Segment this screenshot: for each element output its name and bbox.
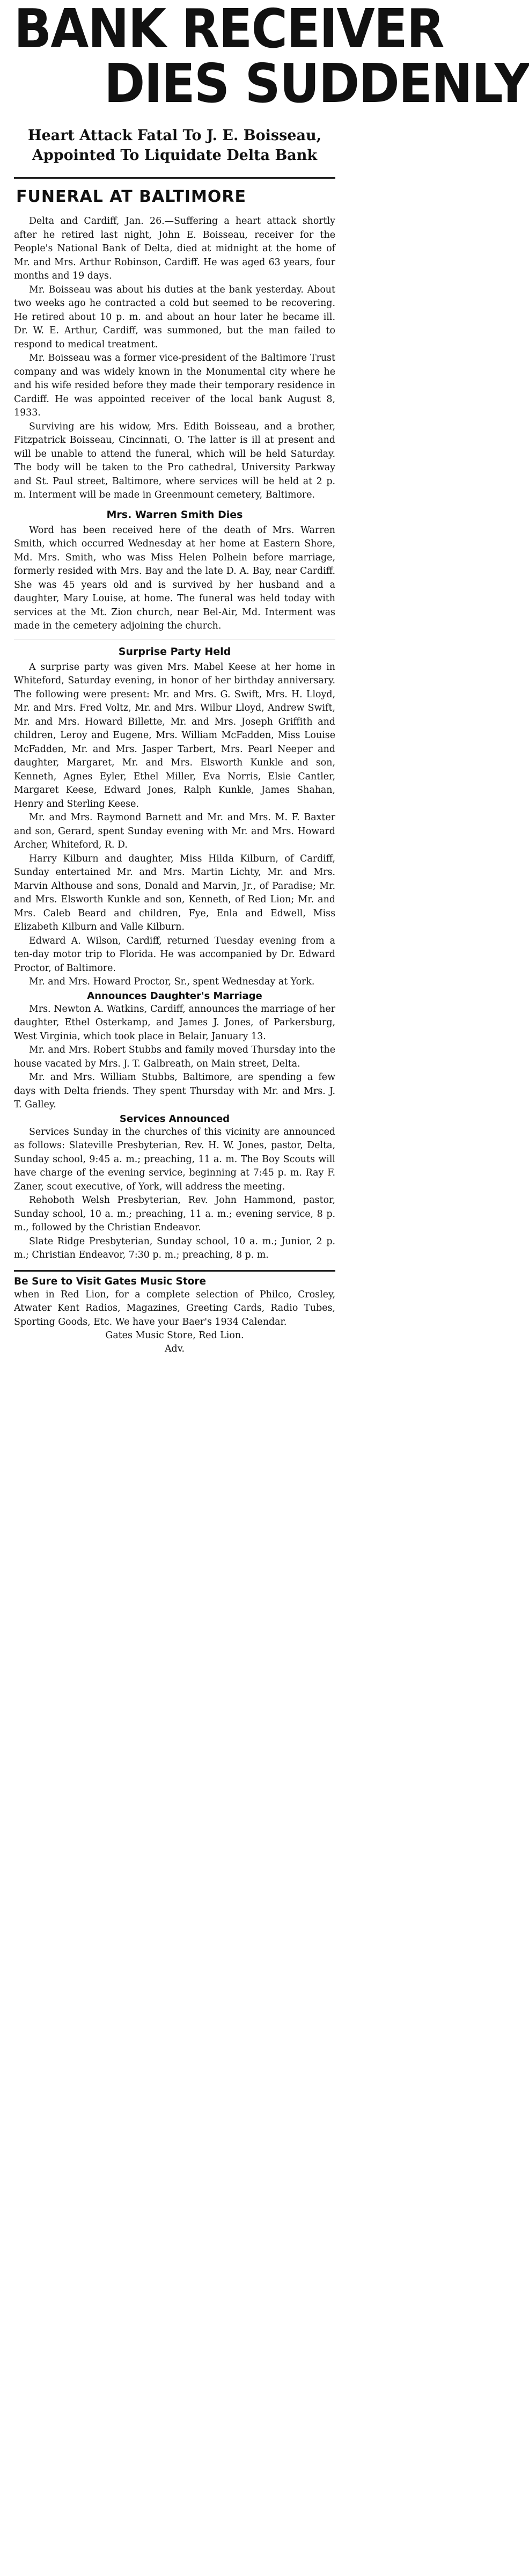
headline-line-1: BANK RECEIVER [14, 0, 444, 60]
main-article-paragraph: Surviving are his widow, Mrs. Edith Boisseau, and a brother, Fitzpatrick Boisseau, Cincinnati, O. The latter is ill at present and will be unable to attend the funeral, which will be held Saturday. The body will be taken to the Pro cathedral, University Parkway and St. Paul street, Baltimore, where services will be held at 2 p. m. Interment will be made in Greenmount cemetery, Baltimore. [14, 421, 335, 500]
services-paragraph: Slate Ridge Presbyterian, Sunday school, 10 a. m.; Junior, 2 p. m.; Christian Endeavor, 7:30 p. m.; preaching, 8 p. m. [14, 1236, 335, 1260]
divider-rule [14, 177, 335, 179]
services-paragraph: Services Sunday in the churches of this vicinity are announced as follows: Slateville Presbyterian, Rev. H. W. Jones, pastor, Delta, Sunday school, 9:45 a. m.; preaching, 11 a. m. The Boy Scouts will have charge of the evening service, beginning at 7:45 p. m. Ray F. Zaner, scout executive, of York, will address the meeting. [14, 1126, 335, 1192]
marriage-paragraph: Mr. and Mrs. Robert Stubbs and family moved Thursday into the house vacated by Mrs. J. T. Galbreath, on Main street, Delta. [14, 1045, 335, 1069]
marriage-title: Announces Daughter's Marriage [87, 990, 262, 1002]
party-title: Surprise Party Held [118, 645, 231, 658]
ad-body: when in Red Lion, for a complete selection of Philco, Crosley, Atwater Kent Radios, Magazines, Greeting Cards, Radio Tubes, Sporting Goods, Etc. We have your Baer's 1934 Calendar. [14, 1289, 335, 1327]
headline-line-2: DIES SUDDENLY [104, 52, 529, 115]
main-article-paragraph: Mr. Boisseau was about his duties at the bank yesterday. About two weeks ago he contracted a cold but seemed to be recovering. He retired about 10 p. m. and about an hour later he became ill. Dr. W. E. Arthur, Cardiff, was summoned, but the man failed to respond to medical treatment. [14, 284, 335, 350]
party-paragraph: Mr. and Mrs. Howard Proctor, Sr., spent Wednesday at York. [29, 976, 315, 987]
main-article-paragraph: Mr. Boisseau was a former vice-president of the Baltimore Trust company and was widely known in the Monumental city where he and his wife resided before they made their temporary residence in Cardiff. He was appointed receiver of the local bank August 8, 1933. [14, 353, 335, 418]
party-paragraph: Mr. and Mrs. Raymond Barnett and Mr. and Mrs. M. F. Baxter and son, Gerard, spent Sunday evening with Mr. and Mrs. Howard Archer, Whiteford, R. D. [14, 812, 335, 850]
obituary-paragraph: Word has been received here of the death of Mrs. Warren Smith, which occurred Wednesday at her home at Eastern Shore, Md. Mrs. Smith, who was Miss Helen Polhein before marriage, formerly resided with Mrs. Bay and the late D. A. Bay, near Cardiff. She was 45 years old and is survived by her husband and a daughter, Mary Louise, at home. The funeral was held today with services at the Mt. Zion church, near Bel-Air, Md. Interment was made in the cemetery adjoining the church. [14, 524, 335, 631]
subhead-funeral: FUNERAL AT BALTIMORE [16, 187, 246, 206]
ad-title: Be Sure to Visit Gates Music Store [14, 1275, 207, 1287]
main-article [14, 215, 335, 502]
gates-music-store-ad [14, 1270, 335, 1356]
party-paragraph: Edward A. Wilson, Cardiff, returned Tuesday evening from a ten-day motor trip to Florida. He was accompanied by Dr. Edward Proctor, of Baltimore. [14, 935, 335, 974]
obituary-smith [14, 524, 335, 633]
party-article [14, 661, 335, 989]
party-paragraph: Harry Kilburn and daughter, Miss Hilda Kilburn, of Cardiff, Sunday entertained Mr. and Mrs. Martin Lichty, Mr. and Mrs. Marvin Althouse and sons, Donald and Marvin, Jr., of Paradise; Mr. and Mrs. Elsworth Kunkle and son, Kenneth, of Red Lion; Mr. and Mrs. Caleb Beard and children, Fye, Enla and Edwell, Miss Elizabeth Kilburn and Valle Kilburn. [14, 853, 335, 932]
marriage-paragraph: Mrs. Newton A. Watkins, Cardiff, announces the marriage of her daughter, Ethel Osterkamp, and James J. Jones, of Parkersburg, West Virginia, which took place in Belair, January 13. [14, 1003, 335, 1042]
party-paragraph: A surprise party was given Mrs. Mabel Keese at her home in Whiteford, Saturday evening, in honor of her birthday anniversary. The following were present: Mr. and Mrs. G. Swift, Mrs. H. Lloyd, Mr. and Mrs. Fred Voltz, Mr. and Mrs. Wilbur Lloyd, Andrew Swift, Mr. and Mrs. Howard Billette, Mr. and Mrs. Joseph Griffith and children, Leroy and Eugene, Mrs. William McFadden, Miss Louise McFadden, Mr. and Mrs. Jasper Tarbert, Mrs. Pearl Neeper and daughter, Margaret, Mr. and Mrs. Elsworth Kunkle and son, Kenneth, Agnes Eyler, Ethel Miller, Eva Norris, Elsie Cantler, Margaret Keese, Edward Jones, Ralph Kunkle, James Shahan, Henry and Sterling Keese. [14, 661, 335, 809]
marriage-paragraph: Mr. and Mrs. William Stubbs, Baltimore, are spending a few days with Delta friends. They spent Thursday with Mr. and Mrs. J. T. Galley. [14, 1072, 335, 1110]
services-article [14, 1126, 335, 1263]
services-title: Services Announced [119, 1113, 230, 1125]
deck-headline: Heart Attack Fatal To J. E. Boisseau, Appointed To Liquidate Delta Bank [27, 127, 321, 164]
services-paragraph: Rehoboth Welsh Presbyterian, Rev. John Hammond, pastor, Sunday school, 10 a. m.; preaching, 11 a. m.; evening service, 8 p. m., followed by the Christian Endeavor. [14, 1195, 335, 1233]
obituary-smith-title: Mrs. Warren Smith Dies [106, 508, 243, 521]
marriage-article [14, 1003, 335, 1112]
ad-footer: Gates Music Store, Red Lion. [105, 1330, 244, 1341]
ad-label: Adv. [165, 1344, 185, 1354]
main-article-paragraph: Delta and Cardiff, Jan. 26.—Suffering a heart attack shortly after he retired last night, John E. Boisseau, receiver for the People's National Bank of Delta, died at midnight at the home of Mr. and Mrs. Arthur Robinson, Cardiff. He was aged 63 years, four months and 19 days. [14, 216, 335, 281]
